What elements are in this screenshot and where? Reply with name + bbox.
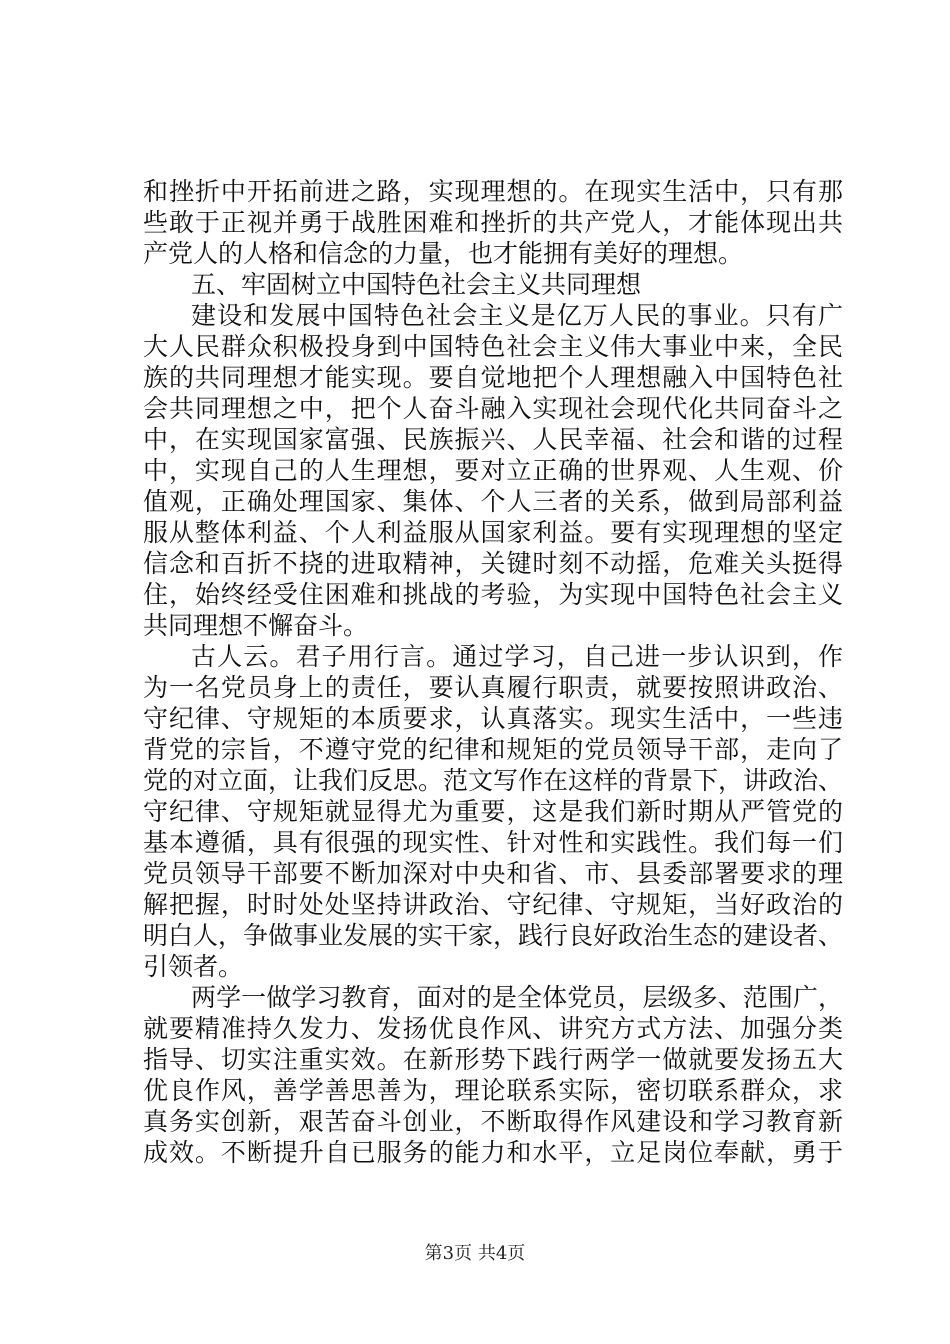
- text-line: 两学一做学习教育，面对的是全体党员，层级多、范围广，: [191, 983, 843, 1012]
- text-line: 成效。不断提升自已服务的能力和水平，立足岗位奉献，勇于: [143, 1138, 843, 1167]
- text-line: 大人民群众积极投身到中国特色社会主义伟大事业中来，全民: [143, 332, 843, 361]
- text-line: 族的共同理想才能实现。要自觉地把个人理想融入中国特色社: [143, 363, 843, 392]
- text-line: 服从整体利益、个人利益服从国家利益。要有实现理想的坚定: [143, 518, 843, 547]
- text-line: 建设和发展中国特色社会主义是亿万人民的事业。只有广: [191, 301, 843, 330]
- text-line: 背党的宗旨，不遵守党的纪律和规矩的党员领导干部，走向了: [143, 735, 843, 764]
- text-line: 指导、切实注重实效。在新形势下践行两学一做就要发扬五大: [143, 1045, 843, 1074]
- text-line: 中，实现自己的人生理想，要对立正确的世界观、人生观、价: [143, 456, 843, 485]
- text-line: 和挫折中开拓前进之路，实现理想的。在现实生活中，只有那: [143, 177, 843, 206]
- page-footer: 第3页 共4页: [424, 1243, 526, 1264]
- text-line: 就要精准持久发力、发扬优良作风、讲究方式方法、加强分类: [143, 1014, 843, 1043]
- text-line: 党的对立面，让我们反思。范文写作在这样的背景下，讲政治、: [143, 766, 844, 795]
- text-line: 优良作风，善学善思善为，理论联系实际，密切联系群众，求: [143, 1076, 843, 1105]
- document-body: [143, 176, 843, 1168]
- text-line: 古人云。君子用行言。通过学习，自己进一步认识到，作: [191, 642, 843, 671]
- text-line: 守纪律、守规矩的本质要求，认真落实。现实生活中，一些违: [143, 704, 843, 733]
- text-line: 些敢于正视并勇于战胜困难和挫折的共产党人，才能体现出共: [143, 208, 843, 237]
- text-line: 引领者。: [143, 952, 244, 981]
- text-line: 共同理想不懈奋斗。: [143, 611, 369, 640]
- text-line: 住，始终经受住困难和挑战的考验，为实现中国特色社会主义: [143, 580, 843, 609]
- text-line: 守纪律、守规矩就显得尤为重要，这是我们新时期从严管党的: [143, 797, 843, 826]
- text-line: 明白人，争做事业发展的实干家，践行良好政治生态的建设者、: [143, 921, 844, 950]
- text-line: 解把握，时时处处坚持讲政治、守纪律、守规矩，当好政治的: [143, 890, 843, 919]
- text-line: 会共同理想之中，把个人奋斗融入实现社会现代化共同奋斗之: [143, 394, 843, 423]
- text-line: 产党人的人格和信念的力量，也才能拥有美好的理想。: [143, 239, 744, 268]
- text-line: 中，在实现国家富强、民族振兴、人民幸福、社会和谐的过程: [143, 425, 843, 454]
- text-line: 五、牢固树立中国特色社会主义共同理想: [191, 270, 642, 299]
- text-line: 基本遵循，具有很强的现实性、针对性和实践性。我们每一们: [143, 828, 843, 857]
- text-line: 信念和百折不挠的进取精神，关键时刻不动摇，危难关头挺得: [143, 549, 843, 578]
- text-line: 真务实创新，艰苦奋斗创业，不断取得作风建设和学习教育新: [143, 1107, 843, 1136]
- text-line: 值观，正确处理国家、集体、个人三者的关系，做到局部利益: [143, 487, 843, 516]
- text-line: 党员领导干部要不断加深对中央和省、市、县委部署要求的理: [143, 859, 843, 888]
- text-line: 为一名党员身上的责任，要认真履行职责，就要按照讲政治、: [143, 673, 843, 702]
